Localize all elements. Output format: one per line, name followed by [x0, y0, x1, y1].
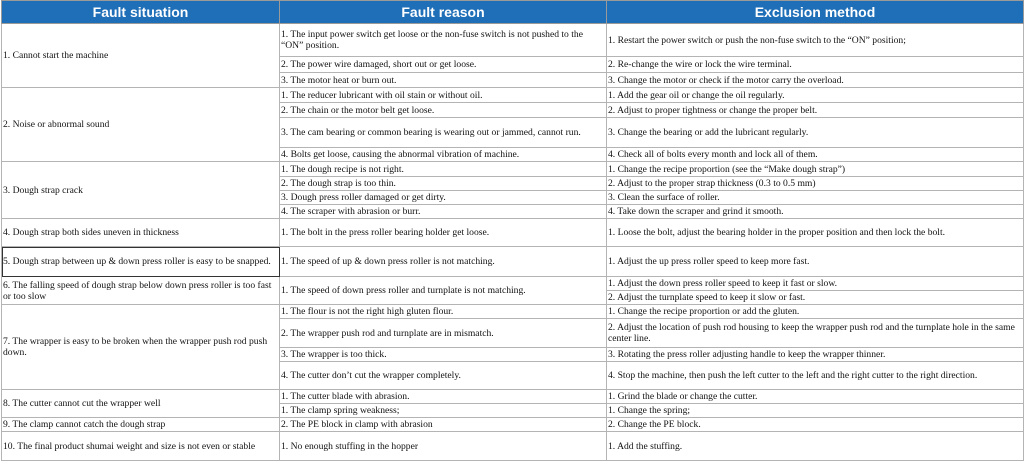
header-fault-reason: Fault reason [280, 1, 607, 24]
fault-reason-cell: 1. No enough stuffing in the hopper [280, 432, 607, 461]
fault-situation-cell: 10. The final product shumai weight and size is not even or stable [2, 432, 280, 461]
exclusion-method-cell: 1. Loose the bolt, adjust the bearing holder in the proper position and then lock the bolt. [607, 219, 1024, 247]
fault-reason-cell: 1. The clamp spring weakness; [280, 404, 607, 418]
table-row [2, 24, 1024, 57]
fault-situation-cell: 4. Dough strap both sides uneven in thickness [2, 219, 280, 247]
exclusion-method-cell: 2. Adjust to the proper strap thickness (0.3 to 0.5 mm) [607, 177, 1024, 191]
exclusion-method-cell: 4. Take down the scraper and grind it smooth. [607, 205, 1024, 219]
table-row [2, 277, 1024, 291]
fault-reason-cell: 2. The dough strap is too thin. [280, 177, 607, 191]
exclusion-method-cell: 1. Grind the blade or change the cutter. [607, 390, 1024, 404]
fault-reason-cell: 4. The cutter don’t cut the wrapper completely. [280, 362, 607, 390]
fault-reason-cell: 2. The power wire damaged, short out or get loose. [280, 57, 607, 73]
fault-situation-cell: 8. The cutter cannot cut the wrapper well [2, 390, 280, 418]
fault-reason-cell: 3. The motor heat or burn out. [280, 73, 607, 88]
table-row [2, 162, 1024, 177]
exclusion-method-cell: 3. Change the motor or check if the motor carry the overload. [607, 73, 1024, 88]
exclusion-method-cell: 2. Adjust to proper tightness or change the proper belt. [607, 103, 1024, 118]
fault-reason-cell: 2. The chain or the motor belt get loose. [280, 103, 607, 118]
fault-reason-cell: 4. The scraper with abrasion or burr. [280, 205, 607, 219]
exclusion-method-cell: 2. Adjust the turnplate speed to keep it slow or fast. [607, 291, 1024, 305]
table-row [2, 418, 1024, 432]
fault-situation-cell: 1. Cannot start the machine [2, 24, 280, 88]
fault-table [1, 0, 1024, 461]
table-row [2, 247, 1024, 277]
fault-reason-cell: 4. Bolts get loose, causing the abnormal vibration of machine. [280, 148, 607, 162]
exclusion-method-cell: 4. Check all of bolts every month and lock all of them. [607, 148, 1024, 162]
fault-situation-cell: 3. Dough strap crack [2, 162, 280, 219]
fault-reason-cell: 1. The speed of up & down press roller is not matching. [280, 247, 607, 277]
exclusion-method-cell: 2. Change the PE block. [607, 418, 1024, 432]
fault-reason-cell: 2. The PE block in clamp with abrasion [280, 418, 607, 432]
fault-situation-cell: 6. The falling speed of dough strap below down press roller is too fast or too slow [2, 277, 280, 305]
fault-situation-cell: 2. Noise or abnormal sound [2, 88, 280, 162]
table-row [2, 219, 1024, 247]
header-fault-situation: Fault situation [2, 1, 280, 24]
exclusion-method-cell: 2. Re-change the wire or lock the wire terminal. [607, 57, 1024, 73]
exclusion-method-cell: 3. Rotating the press roller adjusting handle to keep the wrapper thinner. [607, 348, 1024, 362]
exclusion-method-cell: 2. Adjust the location of push rod housing to keep the wrapper push rod and the turnplate hole in the same center line. [607, 319, 1024, 348]
exclusion-method-cell: 1. Change the recipe proportion or add the gluten. [607, 305, 1024, 319]
fault-reason-cell: 1. The flour is not the right high gluten flour. [280, 305, 607, 319]
fault-situation-cell: 7. The wrapper is easy to be broken when the wrapper push rod push down. [2, 305, 280, 390]
exclusion-method-cell: 1. Change the recipe proportion (see the “Make dough strap”) [607, 162, 1024, 177]
exclusion-method-cell: 3. Clean the surface of roller. [607, 191, 1024, 205]
exclusion-method-cell: 3. Change the bearing or add the lubricant regularly. [607, 118, 1024, 148]
fault-reason-cell: 1. The cutter blade with abrasion. [280, 390, 607, 404]
table-row [2, 390, 1024, 404]
table-row [2, 305, 1024, 319]
fault-reason-cell: 1. The reducer lubricant with oil stain or without oil. [280, 88, 607, 103]
fault-reason-cell: 3. Dough press roller damaged or get dirty. [280, 191, 607, 205]
header-row [2, 1, 1024, 24]
fault-reason-cell: 1. The bolt in the press roller bearing holder get loose. [280, 219, 607, 247]
header-exclusion-method: Exclusion method [607, 1, 1024, 24]
exclusion-method-cell: 1. Restart the power switch or push the non-fuse switch to the “ON” position; [607, 24, 1024, 57]
fault-reason-cell: 1. The dough recipe is not right. [280, 162, 607, 177]
fault-situation-cell: 9. The clamp cannot catch the dough strap [2, 418, 280, 432]
fault-reason-cell: 2. The wrapper push rod and turnplate are in mismatch. [280, 319, 607, 348]
exclusion-method-cell: 1. Adjust the down press roller speed to keep it fast or slow. [607, 277, 1024, 291]
exclusion-method-cell: 1. Adjust the up press roller speed to keep more fast. [607, 247, 1024, 277]
table-row [2, 432, 1024, 461]
exclusion-method-cell: 4. Stop the machine, then push the left cutter to the left and the right cutter to the right direction. [607, 362, 1024, 390]
fault-reason-cell: 1. The speed of down press roller and turnplate is not matching. [280, 277, 607, 305]
exclusion-method-cell: 1. Add the gear oil or change the oil regularly. [607, 88, 1024, 103]
fault-situation-cell[interactable]: 5. Dough strap between up & down press roller is easy to be snapped. [2, 247, 280, 277]
fault-reason-cell: 3. The cam bearing or common bearing is wearing out or jammed, cannot run. [280, 118, 607, 148]
exclusion-method-cell: 1. Add the stuffing. [607, 432, 1024, 461]
table-row [2, 88, 1024, 103]
fault-reason-cell: 3. The wrapper is too thick. [280, 348, 607, 362]
exclusion-method-cell: 1. Change the spring; [607, 404, 1024, 418]
fault-reason-cell: 1. The input power switch get loose or the non-fuse switch is not pushed to the “ON” position. [280, 24, 607, 57]
